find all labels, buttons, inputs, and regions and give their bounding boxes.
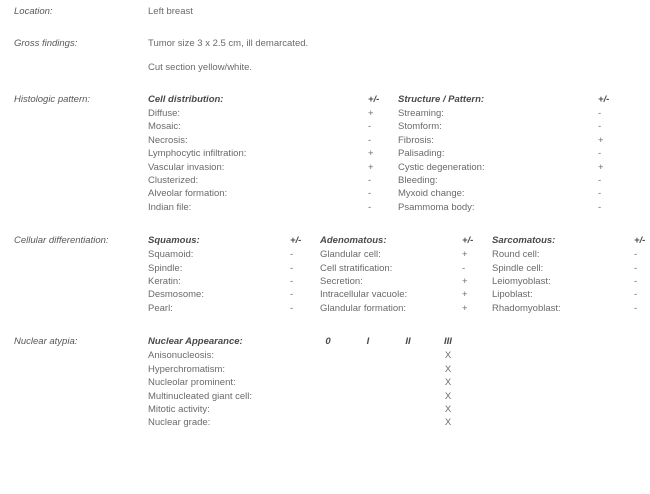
gross-findings-label: Gross findings: xyxy=(14,38,78,49)
section-location xyxy=(0,6,650,17)
table-row: Mitotic activity: X xyxy=(148,403,452,415)
list-item: Lipoblast: - xyxy=(492,288,650,301)
cellular-differentiation-column-squamous xyxy=(148,235,320,315)
column-mark-header: +/- xyxy=(462,235,474,247)
section-histologic-pattern xyxy=(0,94,650,214)
list-item: Palisading: - xyxy=(398,147,628,160)
location-value: Left breast xyxy=(148,6,193,17)
histologic-pattern-column-structure-pattern xyxy=(398,94,628,214)
histologic-pattern-label: Histologic pattern: xyxy=(14,94,91,105)
mark-value: - xyxy=(368,121,372,133)
mark-value: + xyxy=(368,161,374,173)
mark-value: - xyxy=(634,262,638,274)
list-item: Spindle cell: - xyxy=(492,262,650,275)
mark-value: - xyxy=(290,289,294,301)
mark-value: - xyxy=(598,188,602,200)
list-item: Myxoid change: - xyxy=(398,187,628,200)
grade-header-2: II xyxy=(405,336,411,348)
list-item: Indian file: - xyxy=(148,201,398,214)
list-item: Glandular cell: + xyxy=(320,248,492,261)
mark-value: - xyxy=(634,276,638,288)
mark-value: + xyxy=(462,276,468,288)
list-item: Pearl: - xyxy=(148,302,320,315)
mark-value: + xyxy=(598,161,604,173)
mark-value: - xyxy=(368,175,372,187)
column-header: Adenomatous: xyxy=(320,235,387,247)
list-item: Squamoid: - xyxy=(148,248,320,261)
list-item: Bleeding: - xyxy=(398,174,628,187)
list-item: Stomform: - xyxy=(398,120,628,133)
table-row: Multinucleated giant cell: X xyxy=(148,390,452,402)
mark-value: - xyxy=(598,201,602,213)
list-item: Diffuse: + xyxy=(148,107,398,120)
mark-value: + xyxy=(462,302,468,314)
nuclear-atypia-label: Nuclear atypia: xyxy=(14,336,78,348)
mark-value: + xyxy=(368,148,374,160)
list-item: Desmosome: - xyxy=(148,288,320,301)
list-item: Leiomyoblast: - xyxy=(492,275,650,288)
section-cellular-differentiation xyxy=(0,235,650,315)
column-header: Cell distribution: xyxy=(148,94,224,105)
column-mark-header: +/- xyxy=(598,94,610,105)
list-item: Intracellular vacuole: + xyxy=(320,288,492,301)
list-item: Streaming: - xyxy=(398,107,628,120)
mark-value: - xyxy=(290,276,294,288)
column-header: Sarcomatous: xyxy=(492,235,556,247)
gross-findings-line-2: Cut section yellow/white. xyxy=(148,62,253,73)
table-row: Nucleolar prominent: X xyxy=(148,377,452,389)
mark-value: - xyxy=(290,262,294,274)
mark-value: - xyxy=(598,175,602,187)
grade-header-1: I xyxy=(366,336,370,348)
grade-header-0: 0 xyxy=(325,336,331,348)
list-item: Spindle: - xyxy=(148,262,320,275)
mark-value: - xyxy=(598,121,602,133)
mark-value: - xyxy=(290,302,294,314)
column-mark-header: +/- xyxy=(368,94,380,105)
mark-value: + xyxy=(462,249,468,261)
mark-value: + xyxy=(368,108,374,119)
table-row: Anisonucleosis: X xyxy=(148,350,452,362)
mark-value: - xyxy=(634,302,638,314)
list-item: Alveolar formation: - xyxy=(148,187,398,200)
histologic-pattern-column-cell-distribution xyxy=(148,94,398,214)
list-item: Clusterized: - xyxy=(148,174,398,187)
cellular-differentiation-label: Cellular differentiation: xyxy=(14,235,109,247)
section-nuclear-atypia xyxy=(0,336,650,429)
list-item: Cell stratification: - xyxy=(320,262,492,275)
list-item: Necrosis: - xyxy=(148,134,398,147)
column-mark-header: +/- xyxy=(290,235,302,247)
cellular-differentiation-column-adenomatous xyxy=(320,235,492,315)
list-item: Psammoma body: - xyxy=(398,201,628,214)
column-header: Squamous: xyxy=(148,235,200,247)
list-item: Lymphocytic infiltration: + xyxy=(148,147,398,160)
mark-value: - xyxy=(634,249,638,261)
list-item: Glandular formation: + xyxy=(320,302,492,315)
table-row: Hyperchromatism: X xyxy=(148,363,452,375)
list-item: Vascular invasion: + xyxy=(148,161,398,174)
mark-value: + xyxy=(598,134,604,146)
mark-value: - xyxy=(368,201,372,213)
grade-header-3: III xyxy=(444,336,452,348)
location-label: Location: xyxy=(14,6,53,17)
mark-value: - xyxy=(598,108,602,119)
mark-value: - xyxy=(290,249,294,261)
gross-findings-line-1: Tumor size 3 x 2.5 cm, ill demarcated. xyxy=(148,38,309,49)
table-row: Nuclear grade: X xyxy=(148,417,452,429)
section-gross-findings xyxy=(0,38,650,73)
mark-value: - xyxy=(598,148,602,160)
list-item: Secretion: + xyxy=(320,275,492,288)
list-item: Fibrosis: + xyxy=(398,134,628,147)
cellular-differentiation-column-sarcomatous xyxy=(492,235,650,315)
mark-value: - xyxy=(462,262,466,274)
column-header: Structure / Pattern: xyxy=(398,94,485,105)
list-item: Mosaic: - xyxy=(148,120,398,133)
mark-value: - xyxy=(634,289,638,301)
mark-value: + xyxy=(462,289,468,301)
list-item: Rhadomyoblast: - xyxy=(492,302,650,315)
column-mark-header: +/- xyxy=(634,235,646,247)
list-item: Round cell: - xyxy=(492,248,650,261)
mark-value: - xyxy=(368,188,372,200)
list-item: Cystic degeneration: + xyxy=(398,161,628,174)
mark-value: - xyxy=(368,134,372,146)
list-item: Keratin: - xyxy=(148,275,320,288)
nuclear-appearance-header: Nuclear Appearance: xyxy=(148,336,243,348)
